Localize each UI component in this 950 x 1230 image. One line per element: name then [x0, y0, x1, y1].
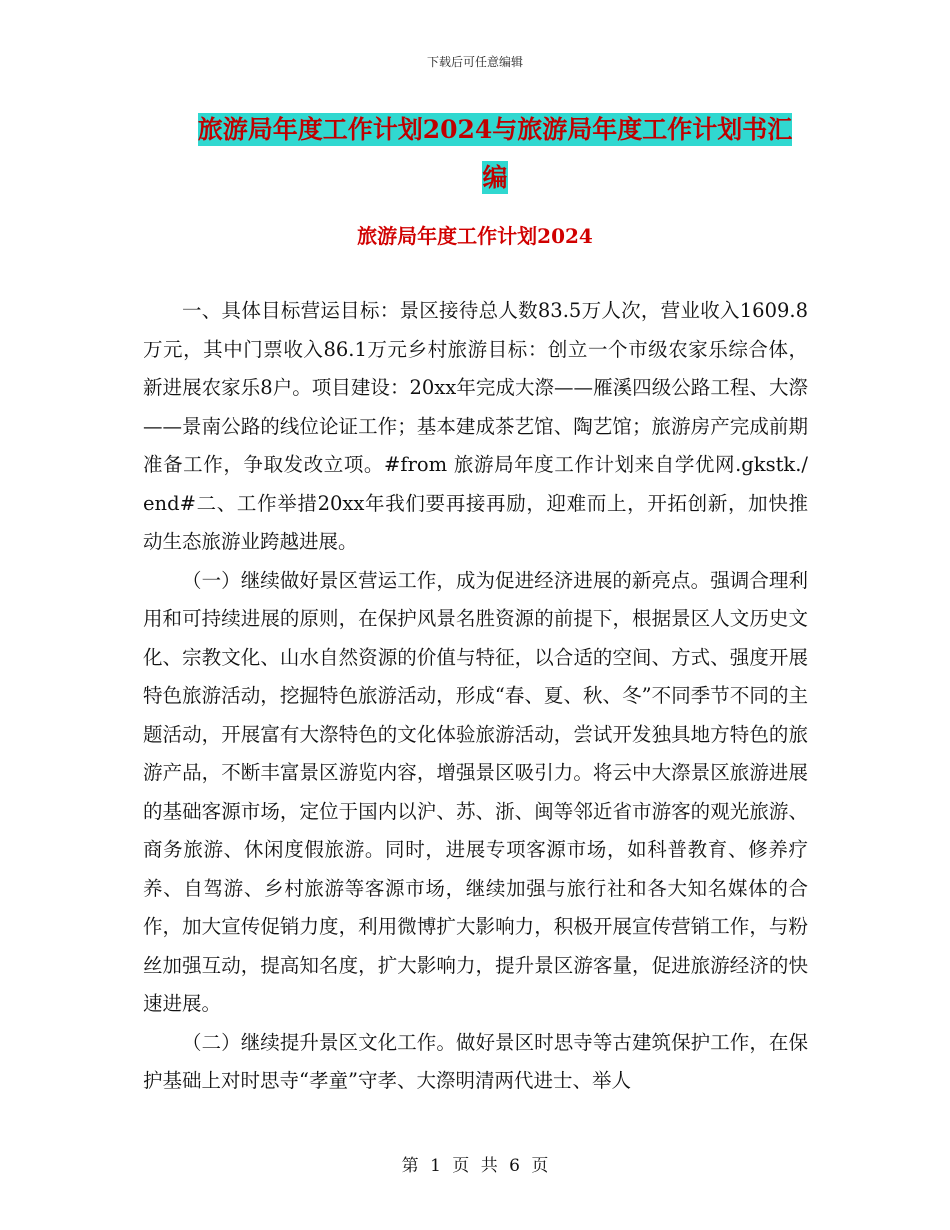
- paragraph: 一、具体目标营运目标：景区接待总人数83.5万人次，营业收入1609.8万元，其中门票收入86.1万元乡村旅游目标：创立一个市级农家乐综合体，新进展农家乐8户。项目建设：20xx年完成大漈——雁溪四级公路工程、大漈——景南公路的线位论证工作；基本建成茶艺馆、陶艺馆；旅游房产完成前期准备工作，争取发改立项。#from 旅游局年度工作计划来自学优网.gkstk./ end#二、工作举措20xx年我们要再接再励，迎难而上，开拓创新，加快推动生态旅游业跨越进展。: [143, 299, 808, 553]
- body-text: [143, 292, 808, 1101]
- page-number-footer: 第 1 页 共 6 页: [401, 1156, 549, 1176]
- header-note: 下载后可任意编辑: [426, 55, 523, 69]
- paragraph: （一）继续做好景区营运工作，成为促进经济进展的新亮点。强调合理利用和可持续进展的原则，在保护风景名胜资源的前提下，根据景区人文历史文化、宗教文化、山水自然资源的价值与特征，以合适的空间、方式、强度开展特色旅游活动，挖掘特色旅游活动，形成“春、夏、秋、冬”不同季节不同的主题活动，开展富有大漈特色的文化体验旅游活动，尝试开发独具地方特色的旅游产品，不断丰富景区游览内容，增强景区吸引力。将云中大漈景区旅游进展的基础客源市场，定位于国内以沪、苏、浙、闽等邻近省市游客的观光旅游、商务旅游、休闲度假旅游。同时，进展专项客源市场，如科普教育、修养疗养、自驾游、乡村旅游等客源市场，继续加强与旅行社和各大知名媒体的合作，加大宣传促销力度，利用微博扩大影响力，积极开展宣传营销工作，与粉丝加强互动，提高知名度，扩大影响力，提升景区游客量，促进旅游经济的快速进展。: [143, 568, 808, 1015]
- paragraph: （二）继续提升景区文化工作。做好景区时思寺等古建筑保护工作，在保护基础上对时思寺“孝童”守孝、大漈明清两代进士、举人: [143, 1030, 808, 1092]
- title-line-2: 编: [482, 163, 508, 192]
- title-line-1: 旅游局年度工作计划2024与旅游局年度工作计划书汇: [197, 115, 793, 144]
- section-title: 旅游局年度工作计划2024: [357, 224, 593, 248]
- document-title: [150, 112, 840, 208]
